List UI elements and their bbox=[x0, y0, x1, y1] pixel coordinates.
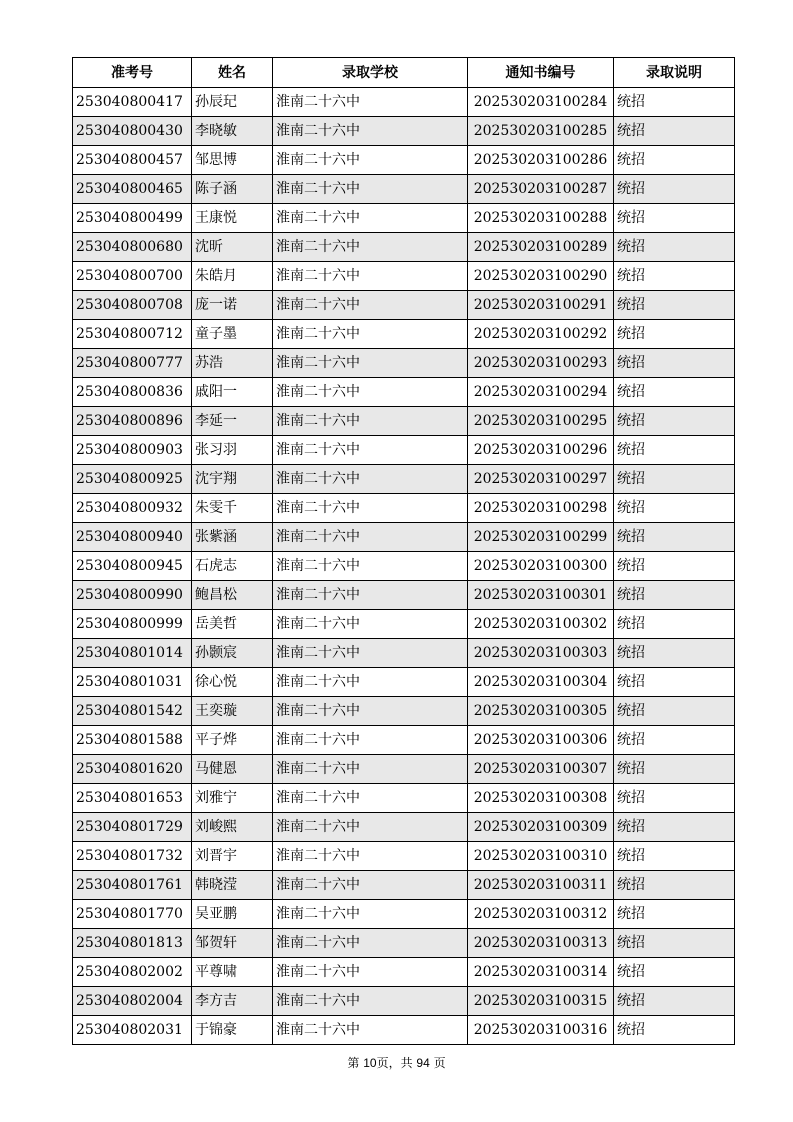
cell-notice-number: 202530203100313 bbox=[468, 929, 614, 958]
cell-school: 淮南二十六中 bbox=[273, 378, 468, 407]
cell-name: 岳美哲 bbox=[192, 610, 273, 639]
cell-exam-number: 253040800777 bbox=[73, 349, 192, 378]
cell-school: 淮南二十六中 bbox=[273, 900, 468, 929]
cell-admission-note: 统招 bbox=[614, 349, 735, 378]
cell-name: 刘雅宁 bbox=[192, 784, 273, 813]
cell-school: 淮南二十六中 bbox=[273, 958, 468, 987]
header-exam-number: 准考号 bbox=[73, 58, 192, 88]
cell-name: 刘晋宇 bbox=[192, 842, 273, 871]
cell-notice-number: 202530203100290 bbox=[468, 262, 614, 291]
table-row bbox=[73, 813, 735, 842]
cell-admission-note: 统招 bbox=[614, 465, 735, 494]
cell-school: 淮南二十六中 bbox=[273, 1016, 468, 1045]
cell-notice-number: 202530203100294 bbox=[468, 378, 614, 407]
cell-admission-note: 统招 bbox=[614, 436, 735, 465]
cell-exam-number: 253040801761 bbox=[73, 871, 192, 900]
table-row bbox=[73, 233, 735, 262]
table-row bbox=[73, 465, 735, 494]
cell-notice-number: 202530203100315 bbox=[468, 987, 614, 1016]
cell-name: 于锦豪 bbox=[192, 1016, 273, 1045]
cell-name: 平尊啸 bbox=[192, 958, 273, 987]
cell-exam-number: 253040800903 bbox=[73, 436, 192, 465]
table-row bbox=[73, 726, 735, 755]
cell-exam-number: 253040800700 bbox=[73, 262, 192, 291]
cell-school: 淮南二十六中 bbox=[273, 726, 468, 755]
table-row bbox=[73, 523, 735, 552]
cell-name: 苏浩 bbox=[192, 349, 273, 378]
table-row bbox=[73, 610, 735, 639]
cell-exam-number: 253040800932 bbox=[73, 494, 192, 523]
table-row bbox=[73, 755, 735, 784]
table-row bbox=[73, 871, 735, 900]
table-row bbox=[73, 407, 735, 436]
table-header-row bbox=[73, 58, 735, 88]
cell-exam-number: 253040800680 bbox=[73, 233, 192, 262]
page-footer bbox=[0, 1054, 793, 1071]
cell-notice-number: 202530203100316 bbox=[468, 1016, 614, 1045]
cell-notice-number: 202530203100308 bbox=[468, 784, 614, 813]
cell-name: 王奕璇 bbox=[192, 697, 273, 726]
footer-prefix: 第 bbox=[347, 1056, 360, 1070]
cell-notice-number: 202530203100312 bbox=[468, 900, 614, 929]
cell-name: 邹贺轩 bbox=[192, 929, 273, 958]
cell-name: 徐心悦 bbox=[192, 668, 273, 697]
cell-admission-note: 统招 bbox=[614, 668, 735, 697]
cell-admission-note: 统招 bbox=[614, 320, 735, 349]
cell-exam-number: 253040800896 bbox=[73, 407, 192, 436]
cell-name: 童子墨 bbox=[192, 320, 273, 349]
cell-school: 淮南二十六中 bbox=[273, 117, 468, 146]
cell-school: 淮南二十六中 bbox=[273, 755, 468, 784]
table-row bbox=[73, 204, 735, 233]
cell-school: 淮南二十六中 bbox=[273, 465, 468, 494]
cell-notice-number: 202530203100285 bbox=[468, 117, 614, 146]
cell-name: 戚阳一 bbox=[192, 378, 273, 407]
cell-exam-number: 253040801014 bbox=[73, 639, 192, 668]
table-row bbox=[73, 697, 735, 726]
cell-exam-number: 253040802031 bbox=[73, 1016, 192, 1045]
cell-notice-number: 202530203100314 bbox=[468, 958, 614, 987]
table-row bbox=[73, 146, 735, 175]
table-row bbox=[73, 900, 735, 929]
cell-name: 刘峻熙 bbox=[192, 813, 273, 842]
cell-notice-number: 202530203100291 bbox=[468, 291, 614, 320]
cell-notice-number: 202530203100297 bbox=[468, 465, 614, 494]
cell-exam-number: 253040800940 bbox=[73, 523, 192, 552]
cell-notice-number: 202530203100289 bbox=[468, 233, 614, 262]
table-row bbox=[73, 88, 735, 117]
cell-name: 王康悦 bbox=[192, 204, 273, 233]
cell-name: 庞一诺 bbox=[192, 291, 273, 320]
cell-exam-number: 253040800457 bbox=[73, 146, 192, 175]
cell-notice-number: 202530203100293 bbox=[468, 349, 614, 378]
cell-admission-note: 统招 bbox=[614, 871, 735, 900]
table-row bbox=[73, 175, 735, 204]
cell-school: 淮南二十六中 bbox=[273, 262, 468, 291]
cell-exam-number: 253040800945 bbox=[73, 552, 192, 581]
cell-name: 平子烨 bbox=[192, 726, 273, 755]
cell-admission-note: 统招 bbox=[614, 755, 735, 784]
cell-name: 吴亚鹏 bbox=[192, 900, 273, 929]
cell-exam-number: 253040802004 bbox=[73, 987, 192, 1016]
cell-exam-number: 253040801653 bbox=[73, 784, 192, 813]
cell-school: 淮南二十六中 bbox=[273, 813, 468, 842]
cell-notice-number: 202530203100296 bbox=[468, 436, 614, 465]
cell-admission-note: 统招 bbox=[614, 494, 735, 523]
cell-notice-number: 202530203100299 bbox=[468, 523, 614, 552]
cell-admission-note: 统招 bbox=[614, 204, 735, 233]
cell-notice-number: 202530203100287 bbox=[468, 175, 614, 204]
footer-total-pages: 94 bbox=[416, 1056, 430, 1070]
cell-admission-note: 统招 bbox=[614, 262, 735, 291]
cell-exam-number: 253040800417 bbox=[73, 88, 192, 117]
cell-name: 孙颢宸 bbox=[192, 639, 273, 668]
cell-name: 邹思博 bbox=[192, 146, 273, 175]
cell-notice-number: 202530203100304 bbox=[468, 668, 614, 697]
table-row bbox=[73, 262, 735, 291]
cell-school: 淮南二十六中 bbox=[273, 929, 468, 958]
table-row bbox=[73, 494, 735, 523]
cell-school: 淮南二十六中 bbox=[273, 436, 468, 465]
cell-exam-number: 253040800708 bbox=[73, 291, 192, 320]
cell-school: 淮南二十六中 bbox=[273, 349, 468, 378]
cell-admission-note: 统招 bbox=[614, 581, 735, 610]
cell-admission-note: 统招 bbox=[614, 117, 735, 146]
cell-school: 淮南二十六中 bbox=[273, 639, 468, 668]
cell-name: 朱雯千 bbox=[192, 494, 273, 523]
cell-admission-note: 统招 bbox=[614, 958, 735, 987]
cell-school: 淮南二十六中 bbox=[273, 871, 468, 900]
cell-name: 李晓敏 bbox=[192, 117, 273, 146]
cell-school: 淮南二十六中 bbox=[273, 581, 468, 610]
cell-exam-number: 253040801542 bbox=[73, 697, 192, 726]
cell-exam-number: 253040800430 bbox=[73, 117, 192, 146]
cell-notice-number: 202530203100300 bbox=[468, 552, 614, 581]
cell-notice-number: 202530203100298 bbox=[468, 494, 614, 523]
table-row bbox=[73, 987, 735, 1016]
cell-admission-note: 统招 bbox=[614, 610, 735, 639]
cell-school: 淮南二十六中 bbox=[273, 784, 468, 813]
cell-exam-number: 253040801729 bbox=[73, 813, 192, 842]
footer-page-number: 10 bbox=[363, 1056, 377, 1070]
cell-notice-number: 202530203100292 bbox=[468, 320, 614, 349]
cell-exam-number: 253040800836 bbox=[73, 378, 192, 407]
cell-admission-note: 统招 bbox=[614, 523, 735, 552]
table-row bbox=[73, 1016, 735, 1045]
cell-school: 淮南二十六中 bbox=[273, 146, 468, 175]
cell-name: 马健恩 bbox=[192, 755, 273, 784]
cell-exam-number: 253040801813 bbox=[73, 929, 192, 958]
cell-notice-number: 202530203100302 bbox=[468, 610, 614, 639]
cell-notice-number: 202530203100286 bbox=[468, 146, 614, 175]
table-row bbox=[73, 436, 735, 465]
cell-name: 张紫涵 bbox=[192, 523, 273, 552]
cell-exam-number: 253040800465 bbox=[73, 175, 192, 204]
cell-notice-number: 202530203100309 bbox=[468, 813, 614, 842]
cell-name: 鲍昌松 bbox=[192, 581, 273, 610]
table-row bbox=[73, 668, 735, 697]
cell-admission-note: 统招 bbox=[614, 407, 735, 436]
cell-admission-note: 统招 bbox=[614, 233, 735, 262]
cell-school: 淮南二十六中 bbox=[273, 88, 468, 117]
cell-school: 淮南二十六中 bbox=[273, 233, 468, 262]
cell-admission-note: 统招 bbox=[614, 929, 735, 958]
cell-name: 韩晓滢 bbox=[192, 871, 273, 900]
cell-notice-number: 202530203100311 bbox=[468, 871, 614, 900]
cell-admission-note: 统招 bbox=[614, 639, 735, 668]
cell-school: 淮南二十六中 bbox=[273, 697, 468, 726]
cell-exam-number: 253040800712 bbox=[73, 320, 192, 349]
cell-notice-number: 202530203100295 bbox=[468, 407, 614, 436]
cell-exam-number: 253040802002 bbox=[73, 958, 192, 987]
table-row bbox=[73, 349, 735, 378]
table-row bbox=[73, 552, 735, 581]
header-school: 录取学校 bbox=[273, 58, 468, 88]
table-row bbox=[73, 117, 735, 146]
cell-name: 张习羽 bbox=[192, 436, 273, 465]
cell-name: 陈子涵 bbox=[192, 175, 273, 204]
cell-exam-number: 253040800925 bbox=[73, 465, 192, 494]
cell-name: 沈宇翔 bbox=[192, 465, 273, 494]
cell-school: 淮南二十六中 bbox=[273, 523, 468, 552]
footer-suffix: 页 bbox=[433, 1056, 446, 1070]
cell-school: 淮南二十六中 bbox=[273, 175, 468, 204]
header-notice-number: 通知书编号 bbox=[468, 58, 614, 88]
table-row bbox=[73, 784, 735, 813]
cell-name: 李方吉 bbox=[192, 987, 273, 1016]
table-row bbox=[73, 378, 735, 407]
cell-admission-note: 统招 bbox=[614, 784, 735, 813]
cell-exam-number: 253040801031 bbox=[73, 668, 192, 697]
cell-exam-number: 253040801620 bbox=[73, 755, 192, 784]
cell-school: 淮南二十六中 bbox=[273, 668, 468, 697]
table-row bbox=[73, 639, 735, 668]
table-row bbox=[73, 291, 735, 320]
cell-school: 淮南二十六中 bbox=[273, 291, 468, 320]
cell-admission-note: 统招 bbox=[614, 726, 735, 755]
table-row bbox=[73, 842, 735, 871]
table-row bbox=[73, 320, 735, 349]
cell-notice-number: 202530203100310 bbox=[468, 842, 614, 871]
cell-admission-note: 统招 bbox=[614, 175, 735, 204]
cell-admission-note: 统招 bbox=[614, 987, 735, 1016]
cell-name: 石虎志 bbox=[192, 552, 273, 581]
cell-school: 淮南二十六中 bbox=[273, 494, 468, 523]
cell-exam-number: 253040801732 bbox=[73, 842, 192, 871]
cell-exam-number: 253040800499 bbox=[73, 204, 192, 233]
cell-notice-number: 202530203100301 bbox=[468, 581, 614, 610]
table-row bbox=[73, 581, 735, 610]
cell-admission-note: 统招 bbox=[614, 697, 735, 726]
cell-school: 淮南二十六中 bbox=[273, 987, 468, 1016]
cell-notice-number: 20253020310028​4 bbox=[468, 88, 614, 117]
cell-admission-note: 统招 bbox=[614, 291, 735, 320]
cell-admission-note: 统招 bbox=[614, 88, 735, 117]
cell-name: 朱皓月 bbox=[192, 262, 273, 291]
footer-middle: 页，共 bbox=[376, 1056, 413, 1070]
header-admission-note: 录取说明 bbox=[614, 58, 735, 88]
cell-admission-note: 统招 bbox=[614, 813, 735, 842]
cell-school: 淮南二十六中 bbox=[273, 320, 468, 349]
cell-name: 孙辰玘 bbox=[192, 88, 273, 117]
cell-admission-note: 统招 bbox=[614, 1016, 735, 1045]
cell-admission-note: 统招 bbox=[614, 842, 735, 871]
cell-school: 淮南二十六中 bbox=[273, 842, 468, 871]
cell-exam-number: 253040801588 bbox=[73, 726, 192, 755]
cell-name: 李延一 bbox=[192, 407, 273, 436]
cell-notice-number: 202530203100303 bbox=[468, 639, 614, 668]
admission-table bbox=[72, 57, 735, 1045]
cell-school: 淮南二十六中 bbox=[273, 407, 468, 436]
cell-notice-number: 202530203100288 bbox=[468, 204, 614, 233]
cell-notice-number: 202530203100306 bbox=[468, 726, 614, 755]
cell-exam-number: 253040800990 bbox=[73, 581, 192, 610]
cell-admission-note: 统招 bbox=[614, 900, 735, 929]
cell-school: 淮南二十六中 bbox=[273, 552, 468, 581]
cell-exam-number: 253040801770 bbox=[73, 900, 192, 929]
cell-notice-number: 202530203100305 bbox=[468, 697, 614, 726]
cell-exam-number: 253040800999 bbox=[73, 610, 192, 639]
cell-name: 沈昕 bbox=[192, 233, 273, 262]
cell-notice-number: 202530203100307 bbox=[468, 755, 614, 784]
cell-school: 淮南二十六中 bbox=[273, 610, 468, 639]
cell-admission-note: 统招 bbox=[614, 146, 735, 175]
cell-school: 淮南二十六中 bbox=[273, 204, 468, 233]
table-row bbox=[73, 929, 735, 958]
cell-admission-note: 统招 bbox=[614, 378, 735, 407]
table-row bbox=[73, 958, 735, 987]
cell-admission-note: 统招 bbox=[614, 552, 735, 581]
header-name: 姓名 bbox=[192, 58, 273, 88]
